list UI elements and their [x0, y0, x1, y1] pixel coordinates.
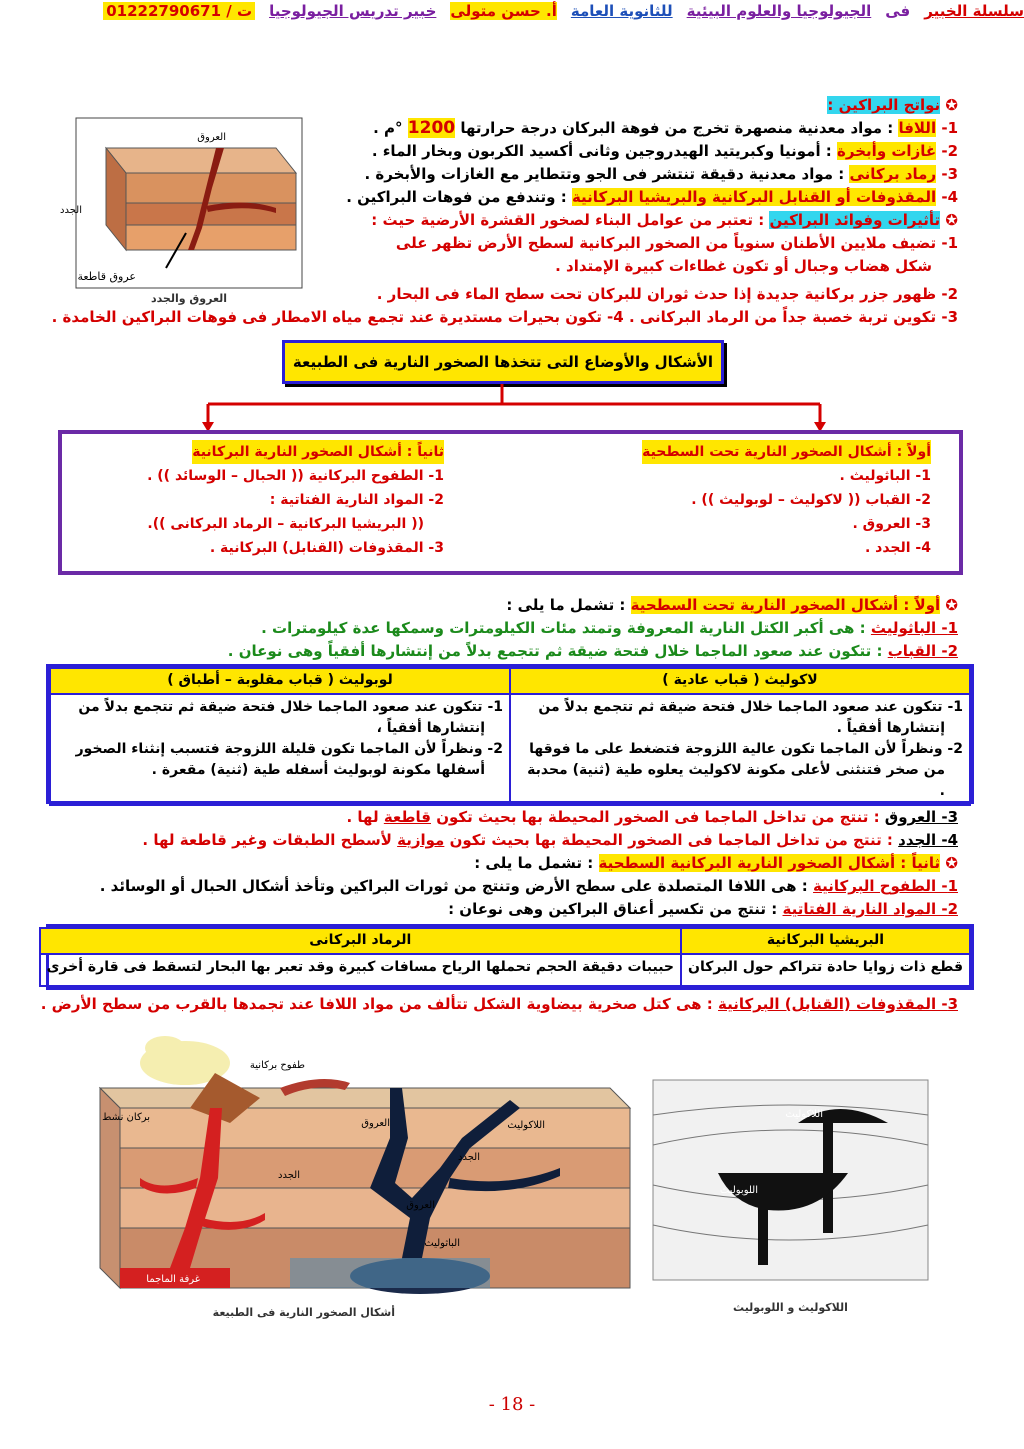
summary-right-item: 1- الباثوليث .: [839, 468, 931, 484]
pyroclastic-line: 2- المواد النارية الفتاتية : تنتج من تكسير أعناق البراكين وهى نوعان :: [448, 900, 958, 918]
breccia-cell: قطع ذات زوايا حادة تتراكم حول البركان: [681, 954, 970, 986]
fig2-label: بركان نشط: [102, 1112, 150, 1123]
fig2-label: اللاكوليث: [507, 1120, 545, 1131]
laccolith-lopolith-figure: [648, 1075, 933, 1315]
volcanic-title: ثانياً : أشكال الصخور النارية البركانية السطحية: [598, 854, 941, 872]
product-item: 3- رماد بركانى : مواد معدنية دقيقة تنتشر فى الجو وتتطاير مع الغازات والأبخرة .: [364, 165, 958, 183]
effects-line: شكل هضاب وجبال أو تكون غطاءات كبيرة الإمتداد .: [555, 257, 932, 275]
product-item: 2- غازات وأبخرة : أمونيا وكبريتيد الهيدروجين وثانى أكسيد الكربون وبخار الماء .: [371, 142, 958, 160]
sills-line: 4- الجدد : تنتج من تداخل الماجما فى الصخور المحيطة بها بحيث تكون موازية لأسطح الطبقات وغير قاطعة لها .: [142, 831, 958, 849]
fig1-label-cutting: عروق قاطعة: [77, 270, 136, 283]
fig2-label: الجدد: [278, 1170, 300, 1181]
summary-right-item: 4- الجدد .: [864, 540, 931, 556]
summary-right: [551, 440, 931, 560]
summary-right-item: 2- القباب (( لاكوليث – لوبوليث )) .: [691, 492, 931, 508]
product-item: 4- المقذوفات أو القنابل البركانية والبريشيا البركانية : وتندفع من فوهات البراكين .: [346, 188, 958, 206]
domes-line: 2- القباب : تتكون عند صعود الماجما خلال فتحة ضيقة ثم تتجمع بدلاً من إنتشارها أفقياً وهى نوعان .: [227, 642, 958, 660]
fig2-label: الباثوليث: [424, 1238, 460, 1249]
fig1-caption: العروق والجدد: [150, 292, 228, 305]
star-icon: ✪: [945, 211, 958, 229]
veins-sills-diagram: [60, 118, 302, 288]
summary-left-item: 3- المقذوفات (القنابل) البركانية .: [209, 540, 444, 556]
summary-left-title: ثانياً : أشكال الصخور النارية البركانية: [192, 440, 444, 464]
fig2-label: غرفة الماجما: [146, 1274, 200, 1285]
igneous-forms-figure: [90, 1028, 635, 1328]
laccolith-cell: 1- تتكون عند صعود الماجما خلال فتحة ضيقة ثم تتجمع بدلاً من إنتشارها أفقياً . 2- ونظراً لأن الماجما تكون عالية اللزوجة فتضغط على ما فوقها من صخر فتنثنى لأعلى مكونة لاكوليث يعلوه طية (ثنية) محدبة .: [510, 694, 970, 805]
veins-line: 3- العروق : تنتج من تداخل الماجما فى الصخور المحيطة بها بحيث تكون قاطعة لها .: [346, 808, 958, 826]
effects-line: 3- تكوين تربة خصبة جداً من الرماد البركانى . 4- تكون بحيرات مستديرة عند تجمع مياه الامطار فى فوهات البراكين الخامدة .: [51, 308, 958, 326]
fig3-label: اللاكوليث: [785, 1109, 823, 1120]
subsurface-title-line: ✪ أولاً : أشكال الصخور النارية تحت السطحية : تشمل ما يلى :: [506, 596, 958, 614]
products-title-line: [827, 94, 958, 116]
summary-left-item: 1- الطفوح البركانية (( الحبال – الوسائد )) .: [147, 468, 444, 484]
fig3-caption: اللاكوليث و اللوبوليث: [733, 1301, 848, 1314]
veins-sills-figure: [60, 118, 302, 305]
volcanic-title-line: ✪ ثانياً : أشكال الصخور النارية البركانية السطحية : تشمل ما يلى :: [474, 854, 958, 872]
effects-line: 2- ظهور جزر بركانية جديدة إذا حدث ثوران للبركان تحت سطح الماء فى البحار .: [376, 285, 958, 303]
fig3-label: اللوبوليث: [719, 1185, 758, 1196]
product-item: 1- اللافا : مواد معدنية منصهرة تخرج من فوهة البركان درجة حرارتها 1200 °م .: [373, 118, 958, 138]
batholith-line: 1- الباثوليث : هى أكبر الكتل النارية المعروفة وتمتد مئات الكيلومترات وسمكها عدة كيلومترات .: [261, 619, 958, 637]
fig2-caption: أشكال الصخور النارية فى الطبيعة: [212, 1306, 395, 1319]
fig1-label-veins: العروق: [197, 132, 226, 143]
products-title: نواتج البراكين :: [827, 96, 941, 114]
domes-table: [46, 664, 974, 804]
effects-title: تأثيرات وفوائد البراكين: [769, 211, 941, 229]
star-icon: ✪: [945, 854, 958, 872]
summary-right-title: أولاً : أشكال الصخور النارية تحت السطحية: [642, 440, 931, 464]
header-in: فى: [885, 2, 911, 20]
header-level: للثانوية العامة: [570, 2, 673, 20]
igneous-forms-diagram: [90, 1028, 635, 1304]
star-icon: ✪: [945, 596, 958, 614]
subsurface-title: أولاً : أشكال الصخور النارية تحت السطحية: [630, 596, 941, 614]
header-phone: ت / 01222790671: [103, 2, 255, 20]
effects-line: 1- تضيف ملايين الأطنان سنوياً من الصخور البركانية لسطح الأرض تظهر على: [395, 234, 958, 252]
fig2-label: الجدد: [458, 1152, 480, 1163]
header-subject: الجيولوجيا والعلوم البيئية: [686, 2, 872, 20]
laccolith-header: لاكوليث ( قباب عادية ): [510, 668, 970, 694]
summary-right-item: 3- العروق .: [852, 516, 931, 532]
fig2-label: طفوح بركانية: [249, 1060, 305, 1071]
page-number: - 18 -: [488, 1394, 536, 1415]
bombs-line: 3- المقذوفات (القنابل) البركانية : هى كتل صخرية بيضاوية الشكل تتألف من مواد اللافا عند تجمدها بالقرب من سطح الأرض .: [40, 995, 958, 1013]
lopolith-cell: 1- تتكون عند صعود الماجما خلال فتحة ضيقة ثم تتجمع بدلاً من إنتشارها أفقياً ، 2- ونظراً لأن الماجما تكون قليلة اللزوجة فتسبب إنثناء الصخور أسفلها مكونة لوبوليث أسفله طية (ثنية) مقعرة .: [50, 694, 510, 805]
summary-left-item: (( البريشيا البركانية – الرماد البركانى )).: [147, 516, 424, 532]
summary-left: [64, 440, 444, 560]
flows-line: 1- الطفوح البركانية : هى اللافا المتصلدة على سطح الأرض وتنتج من ثورات البراكين وتأخذ أشكال الحبال أو الوسائد .: [99, 877, 958, 895]
main-title-box: [282, 340, 724, 384]
summary-box: [58, 430, 963, 575]
fig2-label: العروق: [406, 1200, 435, 1211]
page-header: [0, 0, 1024, 22]
laccolith-lopolith-diagram: [648, 1075, 933, 1285]
pyroclastic-table: [46, 924, 974, 990]
fig2-label: العروق: [361, 1118, 390, 1129]
header-series: سلسلة الخبير: [924, 2, 1024, 20]
star-icon: ✪: [945, 96, 958, 114]
main-title: الأشكال والأوضاع التى تتخذها الصخور النارية فى الطبيعة: [292, 353, 714, 371]
summary-left-item: 2- المواد النارية الفتاتية :: [269, 492, 444, 508]
header-expert: خبير تدريس الجيولوجيا: [269, 2, 437, 20]
ash-cell: حبيبات دقيقة الحجم تحملها الرياح مسافات كبيرة وقد تعبر بها البحار لتسقط فى قارة أخرى: [40, 954, 681, 986]
fig1-label-sill: الجدد: [60, 205, 82, 216]
breccia-header: البريشيا البركانية: [681, 928, 970, 954]
ash-header: الرماد البركانى: [40, 928, 681, 954]
header-teacher: أ. حسن متولى: [450, 2, 557, 20]
effects-title-line: ✪ تأثيرات وفوائد البراكين : تعتبر من عوامل البناء لصخور القشرة الأرضية حيث :: [371, 211, 958, 229]
branch-arrows: [180, 384, 850, 434]
lopolith-header: لوبوليث ( قباب مقلوبة – أطباق ): [50, 668, 510, 694]
